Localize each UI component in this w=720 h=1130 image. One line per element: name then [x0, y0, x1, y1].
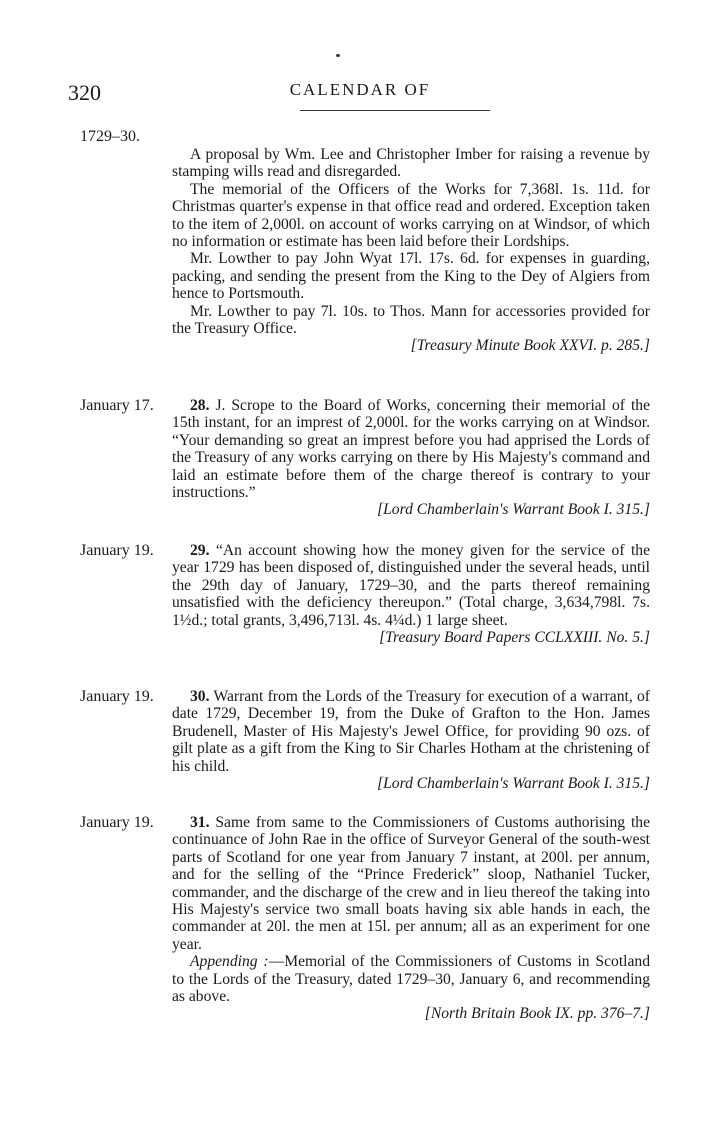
paragraph: Mr. Lowther to pay 7l. 10s. to Thos. Mann for accessories provided for the Treasury Office. [172, 302, 650, 338]
running-title: CALENDAR OF [289, 80, 431, 99]
entry-number: 31. [190, 814, 210, 831]
entry-body [172, 688, 650, 792]
appending-label: Appending : [190, 953, 269, 971]
ink-dot [336, 54, 340, 57]
entry-body [172, 146, 650, 355]
entry-date: January 19. [80, 688, 154, 705]
entry-date: January 19. [80, 542, 154, 559]
entry-number: 30. [190, 688, 210, 705]
citation: [Lord Chamberlain's Warrant Book I. 315.] [377, 775, 650, 793]
entry-body [172, 814, 650, 1023]
entry-date: January 19. [80, 814, 154, 831]
paragraph [172, 953, 650, 1005]
entry-date: January 17. [80, 397, 154, 414]
entry-number: 29. [190, 542, 210, 559]
appending-text: —Memorial of the Commissioners of Customs in Scotland to the Lords of the Treasury, dated 1729–30, January 6, and recommending as above. [172, 953, 650, 1006]
paragraph [172, 814, 650, 953]
entry-text: Warrant from the Lords of the Treasury for execution of a warrant, of date 1729, December 19, from the Duke of Grafton to the Hon. James Brudenell, Master of His Majesty's Jewel Office, for providing 90 ozs. of gilt plate as a gift from the King to Sir Charles Hotham at the christening of his child. [172, 688, 650, 775]
paragraph [172, 397, 650, 501]
entry-text: “An account showing how the money given for the service of the year 1729 has been disposed of, distinguished under the several heads, until the 29th day of January, 1729–30, and the parts thereof remaining unsatisfied with the deficiency thereupon.” (Total charge, 3,634,798l. 7s. 1½d.; total grants, 3,496,713l. 4s. 4¼d.) 1 large sheet. [172, 542, 650, 629]
paragraph [172, 542, 650, 629]
citation: [Treasury Board Papers CCLXXIII. No. 5.] [379, 629, 650, 647]
entry-text: Same from same to the Commissioners of Customs authorising the continuance of John Rae in the office of Surveyor General of the south-west parts of Scotland for one year from January 7 instant, at 200l. per annum, and for the selling of the “Prince Frederick” sloop, Nathaniel Tucker, commander, and the discharge of the crew and in lieu thereof the taking into His Majesty's service two small boats having six able hands in each, the commander at 20l. the men at 15l. per annum; all as an experiment for one year. [172, 814, 650, 953]
citation: [North Britain Book IX. pp. 376–7.] [424, 1005, 650, 1023]
paragraph: A proposal by Wm. Lee and Christopher Imber for raising a revenue by stamping wills read and disregarded. [172, 146, 650, 181]
page-number: 320 [68, 80, 101, 105]
entry-body [172, 542, 650, 646]
paragraph [172, 688, 650, 775]
entry-date: 1729–30. [80, 128, 140, 145]
citation: [Treasury Minute Book XXVI. p. 285.] [410, 337, 650, 355]
header-rule [300, 110, 490, 111]
entry-text: J. Scrope to the Board of Works, concerning their memorial of the 15th instant, for an imprest of 2,000l. for the works carrying on at Windsor. “Your demanding so great an imprest before you had apprised the Lords of the Treasury of any works carrying on there by His Majesty's command and laid an estimate before them of the charge thereof is contrary to your instructions.” [172, 397, 650, 502]
paragraph: The memorial of the Officers of the Works for 7,368l. 1s. 11d. for Christmas quarter's expense in that office read and ordered. Exception taken to the item of 2,000l. on account of works carrying on at Windsor, of which no information or estimate has been laid before their Lordships. [172, 180, 650, 251]
entry-number: 28. [190, 397, 210, 414]
paragraph: Mr. Lowther to pay John Wyat 17l. 17s. 6d. for expenses in guarding, packing, and sending the present from the King to the Dey of Algiers from hence to Portsmouth. [172, 250, 650, 303]
entry-body [172, 397, 650, 519]
citation: [Lord Chamberlain's Warrant Book I. 315.] [377, 501, 650, 519]
